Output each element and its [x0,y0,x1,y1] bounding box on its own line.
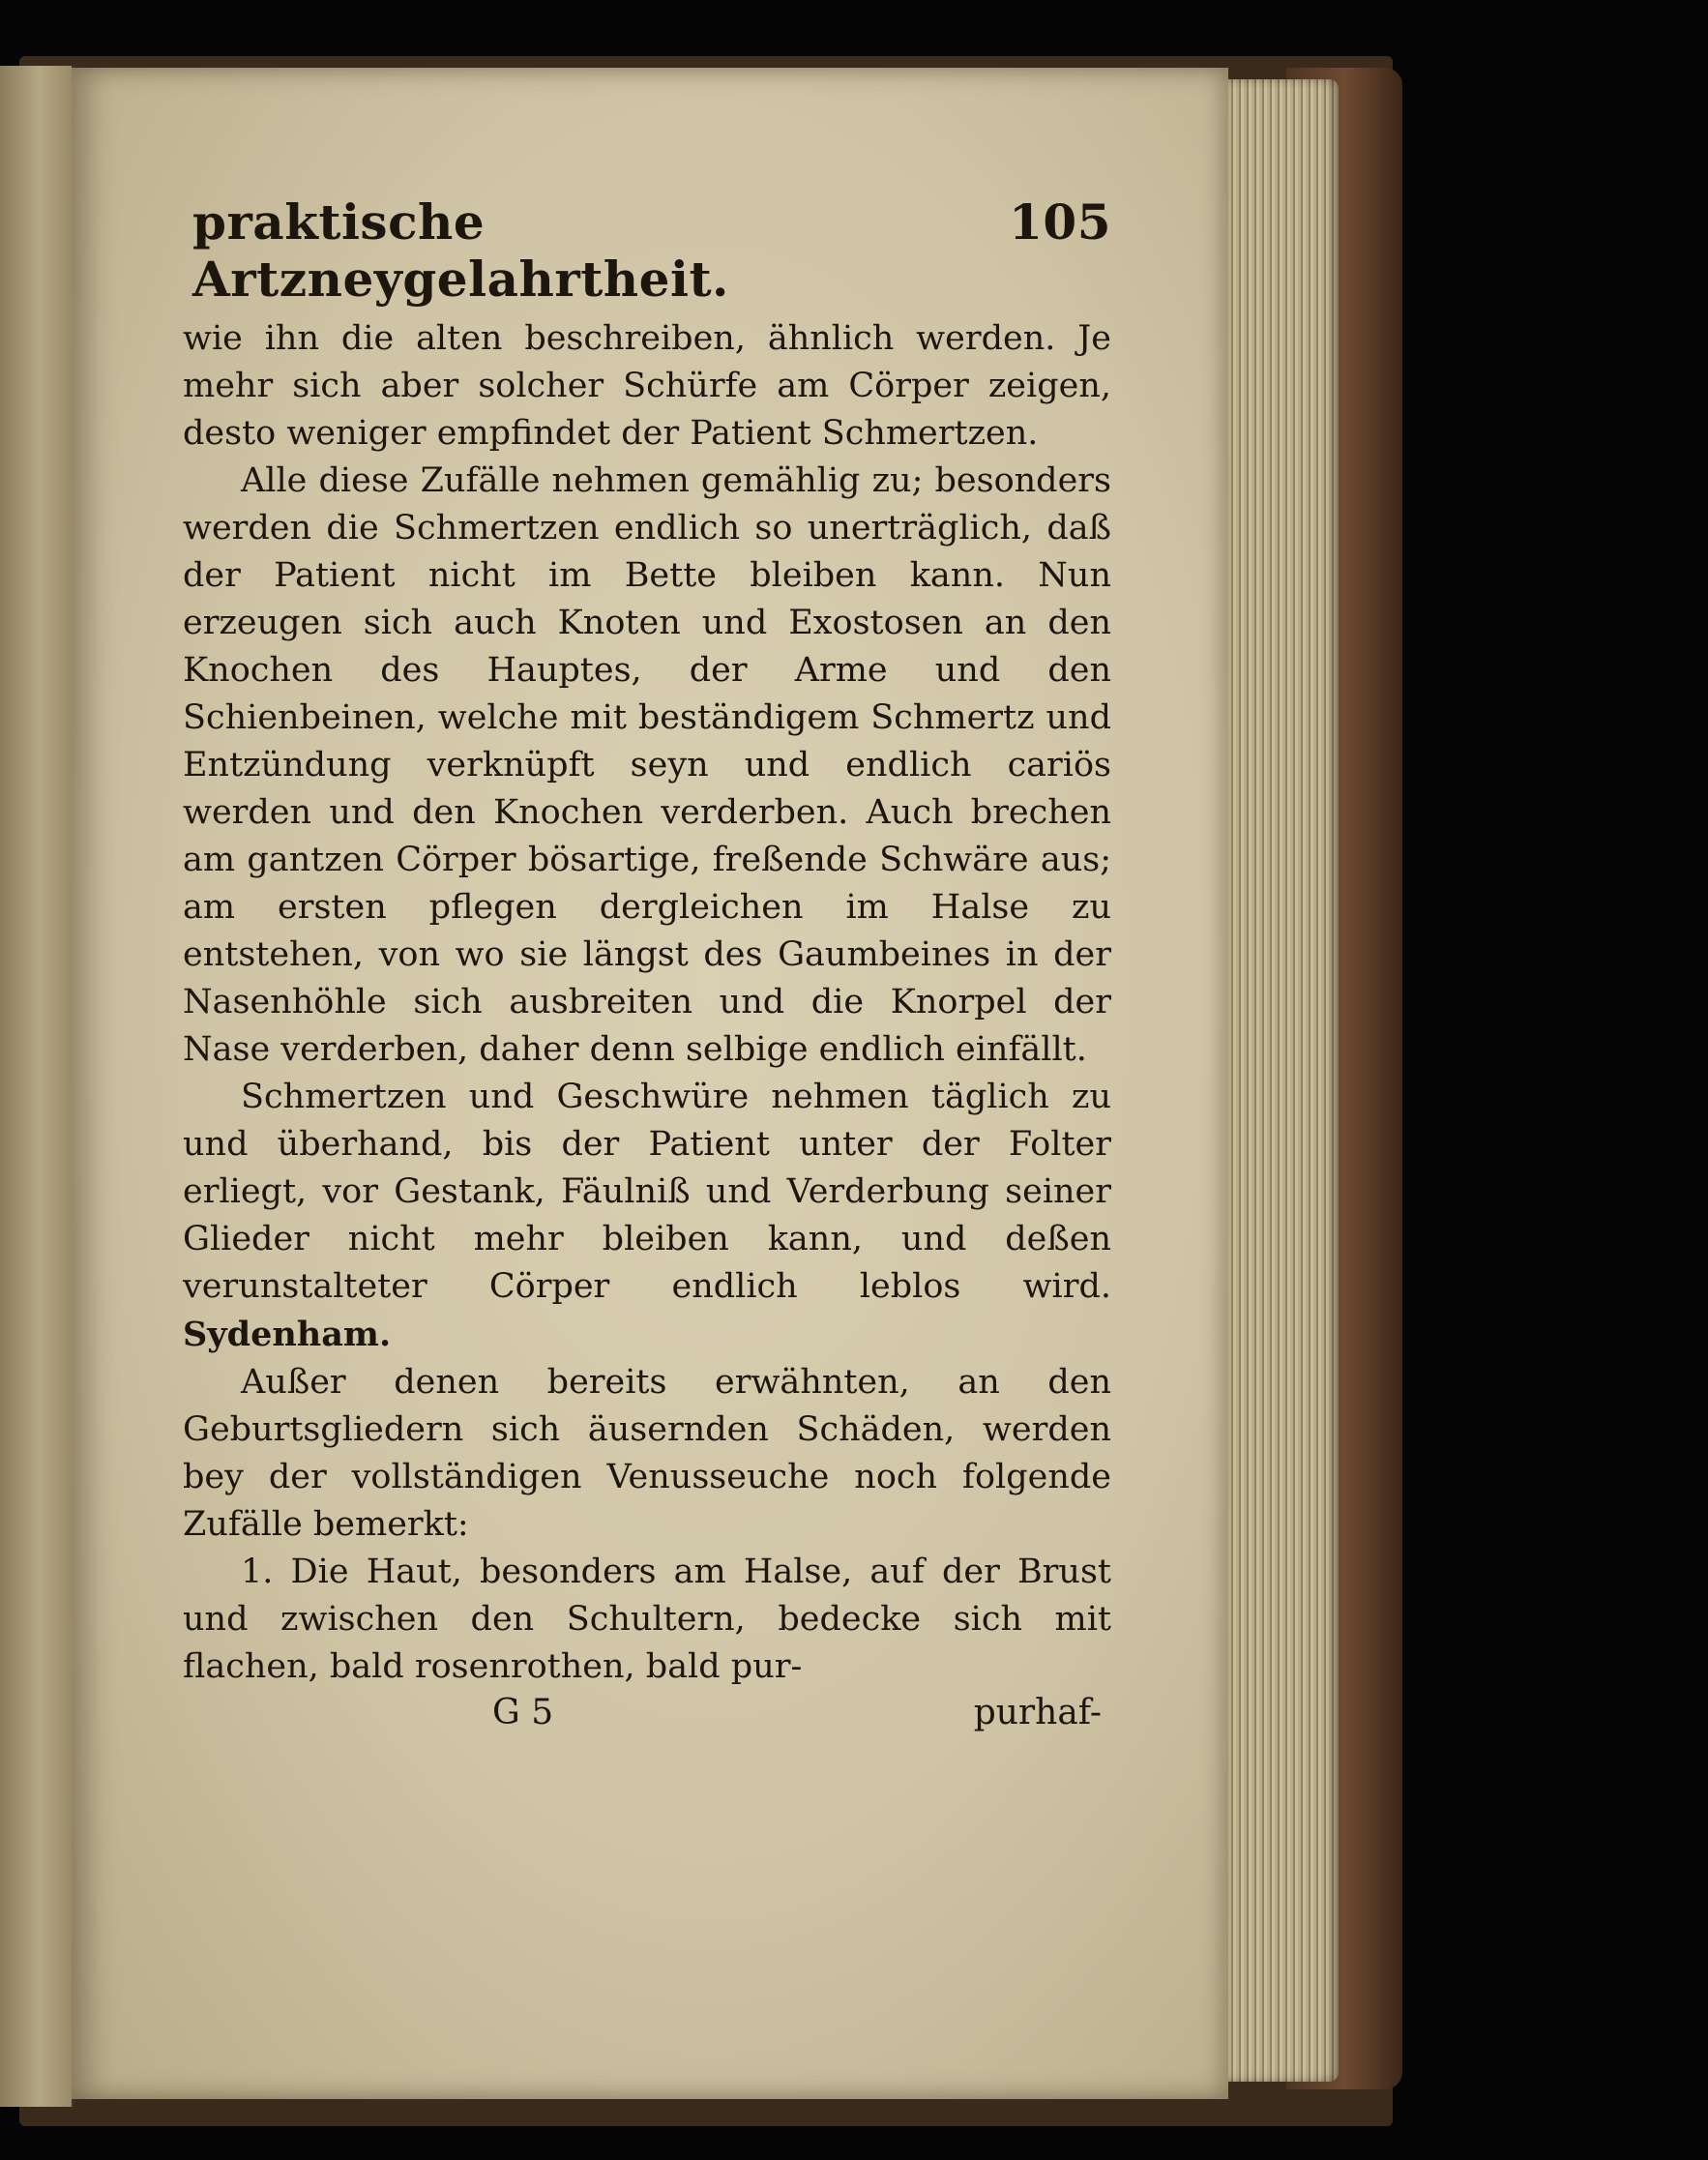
paragraph-1 [183,315,1111,458]
page-number: 105 [1009,193,1111,251]
paragraph-text: wie ihn die alten beschreiben, ähnlich werden. Je mehr sich aber solcher Schürfe am Cörper zeigen, desto weniger empfindet der Patient Schmertzen. [183,319,1111,453]
running-head-title: praktische Artzneygelahrtheit. [192,193,729,308]
text-block [183,193,1111,1732]
running-head [183,193,1111,308]
paragraph-text: Alle diese Zufälle nehmen gemählig zu; besonders werden die Schmertzen endlich so unerträglich, daß der Patient nicht im Bette bleiben kann. Nun erzeugen sich auch Knoten und Exostosen an den Knochen des Hauptes, der Arme und den Schienbeinen, welche mit beständigem Schmertz und Entzündung verknüpft seyn und endlich cariös werden und den Knochen verderben. Auch brechen am gantzen Cörper bösartige, freßende Schwäre aus; am ersten pflegen dergleichen im Halse zu entstehen, von wo sie längst des Gaumbeines in der Nasenhöhle sich ausbreiten und die Knorpel der Nase verderben, daher denn selbige endlich einfällt. [183,461,1111,1069]
previous-page-edge [0,66,74,2107]
catchword: purhaf- [973,1693,1102,1732]
paragraph-text: Schmertzen und Geschwüre nehmen täglich zu und überhand, bis der Patient unter der Folter erliegt, vor Gestank, Fäulniß und Verderbung seiner Glieder nicht mehr bleiben kann, und deßen verunstalteter Cörper endlich leblos wird. [183,1078,1111,1306]
book-page [72,68,1228,2099]
body-text [183,315,1111,1691]
paragraph-4 [183,1359,1111,1549]
paragraph-3 [183,1074,1111,1359]
signature-mark: G 5 [492,1693,554,1732]
paragraph-2 [183,458,1111,1074]
paragraph-5 [183,1549,1111,1691]
paragraph-text: 1. Die Haut, besonders am Halse, auf der Brust und zwischen den Schultern, bedecke sich mit flachen, bald rosenrothen, bald pur- [183,1553,1111,1686]
page-edges [1221,79,1339,2082]
page-footer [183,1693,1111,1732]
paragraph-text: Außer denen bereits erwähnten, an den Geburtsgliedern sich äusernden Schäden, werden bey der vollständigen Venusseuche noch folgende Zufälle bemerkt: [183,1363,1111,1544]
citation-signature: Sydenham. [183,1315,392,1354]
